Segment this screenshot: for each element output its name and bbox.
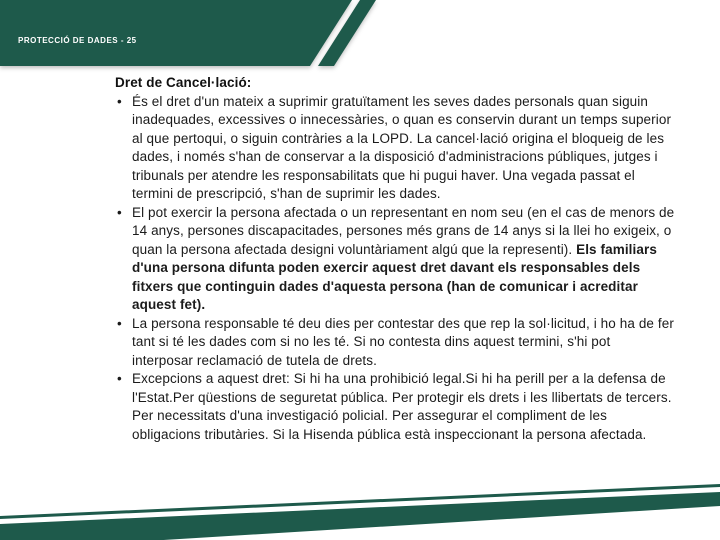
- bullet-marker: •: [117, 93, 122, 109]
- slide-header-label: PROTECCIÓ DE DADES - 25: [18, 36, 137, 45]
- footer-stripes: [0, 480, 720, 540]
- bullet-item-1: [115, 93, 675, 204]
- bullet-text: El pot exercir la persona afectada o un representant en nom seu (en el cas de menors de 14 anys, persones discapacitades, persones més grans de 14 anys si la llei ho exigeix, o quan la persona afectada designi voluntàriament algú que la representi).: [132, 204, 675, 257]
- bullet-marker: •: [117, 315, 122, 331]
- bullet-text: La persona responsable té deu dies per contestar des que rep la sol·licitud, i ho ha de fer tant si té les dades com si no les té. Si no contesta dins aquest termini, s'hi pot interposar reclamació de tutela de drets.: [132, 315, 674, 368]
- bullet-item-3: [115, 315, 675, 371]
- bullet-list: [115, 93, 675, 445]
- bullet-text: Excepcions a aquest dret: Si hi ha una prohibició legal.Si hi ha perill per a la defensa de l'Estat.Per qüestions de seguretat pública. Per protegir els drets i les llibertats de tercers. Per necessitats d'una investigació policial. Per assegurar el compliment de les obligacions tributàries. Si la Hisenda pública està inspeccionant la persona afectada.: [132, 371, 672, 442]
- bullet-item-4: [115, 370, 675, 444]
- bullet-text: És el dret d'un mateix a suprimir gratuïtament les seves dades personals quan siguin inadequades, excessives o innecessàries, o quan es conservin durant un temps superior al que pertoqui, o siguin contràries a la LOPD. La cancel·lació origina el bloqueig de les dades, i només s'han de conservar a la disposició d'administracions públiques, jutges i tribunals per atendre les responsabilitats que hi pugui haver. Una vegada passat el termini de prescripció, s'han de suprimir les dades.: [132, 93, 672, 201]
- bullet-text-bold: Els familiars d'una persona difunta poden exercir aquest dret davant els responsables dels fitxers que continguin dades d'aquesta persona (han de comunicar i acreditar aquest fet).: [132, 241, 657, 312]
- bullet-item-2: [115, 204, 675, 315]
- slide-content: [115, 74, 675, 444]
- slide-title: Dret de Cancel·lació:: [115, 75, 252, 90]
- bullet-marker: •: [117, 204, 122, 220]
- bullet-marker: •: [117, 371, 122, 386]
- header-banner: [0, 0, 720, 68]
